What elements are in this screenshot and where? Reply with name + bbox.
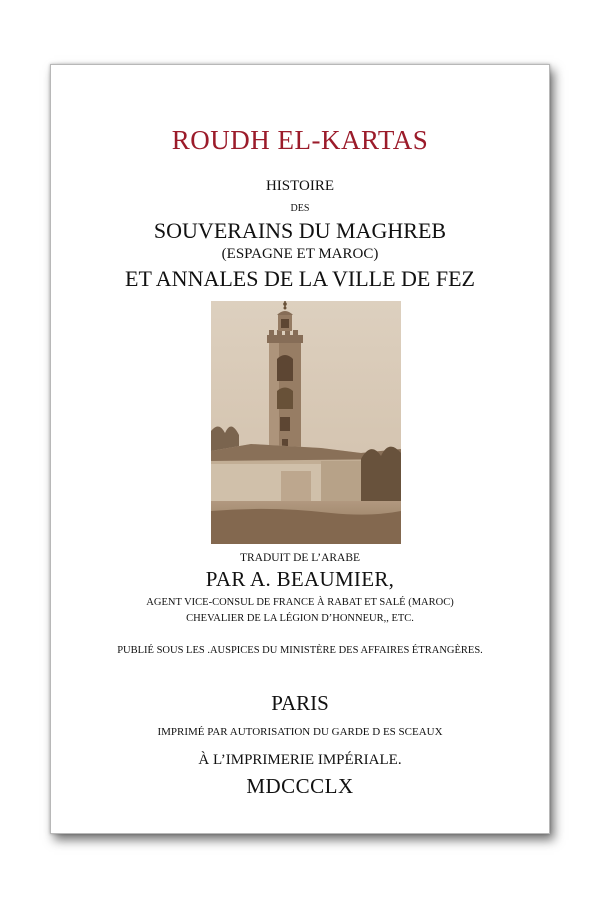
minaret-photo bbox=[211, 301, 401, 544]
author-name: PAR A. BEAUMIER, bbox=[205, 567, 395, 591]
publication-city: PARIS bbox=[271, 691, 329, 715]
printing-authorization: IMPRIMÉ PAR AUTORISATION DU GARDE D ES SCEAUX bbox=[157, 726, 443, 738]
subtitle-histoire: HISTOIRE bbox=[265, 178, 335, 194]
translated-from: TRADUIT DE L’ARABE bbox=[239, 552, 361, 564]
subtitle-souverains: SOUVERAINS DU MAGHREB bbox=[153, 218, 447, 243]
author-title-agent: AGENT VICE-CONSUL DE FRANCE À RABAT ET SALÉ (MAROC) bbox=[146, 597, 454, 608]
subtitle-des: DES bbox=[290, 203, 310, 214]
printer-name: À L’IMPRIMERIE IMPÉRIALE. bbox=[198, 752, 402, 768]
publication-year: MDCCCLX bbox=[246, 774, 354, 798]
book-title: ROUDH EL-KARTAS bbox=[171, 125, 429, 155]
publication-note: PUBLIÉ SOUS LES .AUSPICES DU MINISTÈRE DES AFFAIRES ÉTRANGÈRES. bbox=[117, 645, 483, 656]
subtitle-espagne: (ESPAGNE ET MAROC) bbox=[221, 246, 379, 262]
author-title-chevalier: CHEVALIER DE LA LÉGION D’HONNEUR,, ETC. bbox=[186, 613, 414, 624]
title-page bbox=[50, 64, 550, 834]
subtitle-annales: ET ANNALES DE LA VILLE DE FEZ bbox=[125, 266, 475, 291]
